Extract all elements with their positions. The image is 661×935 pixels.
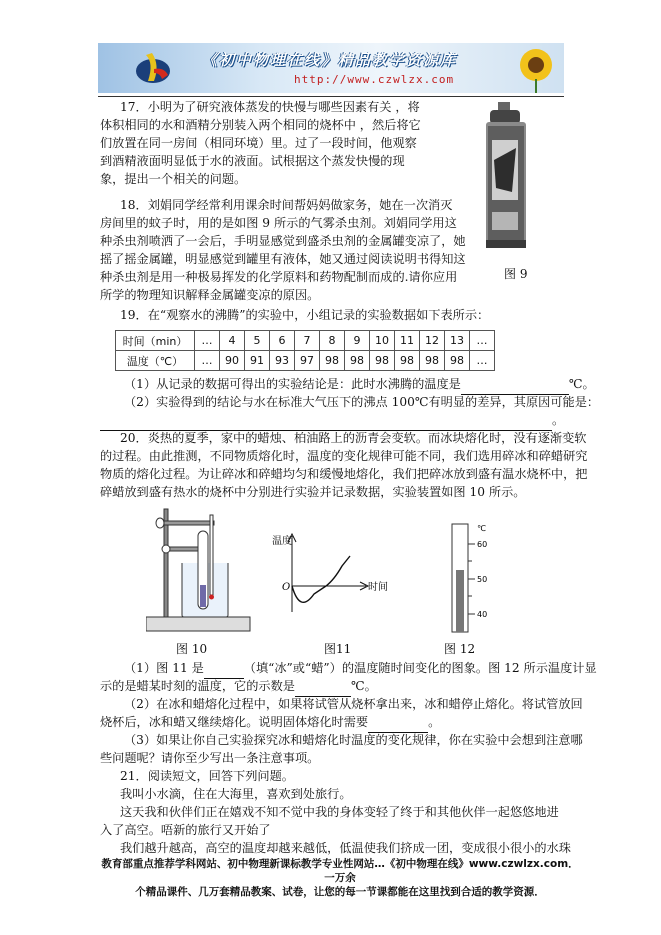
- thermometer-figure: [448, 522, 498, 634]
- q20-sub3-line-1: （3）如果让你自己实验探究冰和蜡熔化时温度的变化规律，你在实验中会想到注意哪: [124, 733, 583, 747]
- page-footer: [100, 857, 580, 899]
- temperature-time-graph: [268, 530, 388, 620]
- q20-line-1: 20．炎热的夏季，家中的蜡烛、柏油路上的沥青会变软。而冰块熔化时，没有逐渐变软: [120, 431, 587, 445]
- graph-y-label: 温度: [272, 536, 292, 547]
- table-cell: 93: [270, 351, 295, 371]
- banner-title: 《初中物理在线》精品教学资源库: [202, 51, 458, 69]
- q18-line-3: 种杀虫剂喷洒了一会后，手明显感觉到盛杀虫剂的金属罐变凉了，她: [100, 234, 466, 248]
- q21-line-2: 我叫小水滴，住在大海里，喜欢到处旅行。: [120, 787, 352, 801]
- table-cell: 98: [420, 351, 445, 371]
- banner-url[interactable]: http://www.czwlzx.com: [294, 73, 455, 86]
- table-cell: 4: [220, 331, 245, 351]
- q20-sub1-text-b: （填“冰”或“蜡”）的温度随时间变化的图象。图 12 所示温度计显: [243, 661, 597, 675]
- header-banner: [98, 43, 564, 93]
- q20-line-4: 碎蜡放到盛有热水的烧杯中分别进行实验并记录数据，实验装置如图 10 所示。: [100, 485, 526, 499]
- q21-line-1: 21．阅读短文，回答下列问题。: [120, 769, 294, 783]
- table-cell: …: [195, 331, 220, 351]
- q19-sub2-end: 。: [552, 413, 565, 427]
- q20-answer-blank-2[interactable]: [295, 678, 351, 697]
- q20-sub1-text-a: （1）图 11 是: [124, 661, 204, 675]
- footer-line-1: 教育部重点推荐学科网站、初中物理新课标教学专业性网站…《初中物理在线》www.czwlzx.com．一万余: [101, 858, 579, 884]
- q17-line-3: 们放置在同一房间（相同环境）里。过了一段时间，他观察: [100, 136, 417, 150]
- table-cell: 8: [320, 331, 345, 351]
- q17-line-1: 17．小明为了研究液体蒸发的快慢与哪些因素有关 ，将: [120, 100, 420, 114]
- q20-answer-blank-3[interactable]: [368, 714, 428, 733]
- table-cell: 98: [370, 351, 395, 371]
- sunflower-icon: [502, 43, 558, 93]
- q20-sub1-text-c: 示的是蜡某时刻的温度，它的示数是: [100, 679, 295, 693]
- q19-sub1-unit: ℃。: [568, 377, 595, 391]
- fig12-caption: 图 12: [444, 642, 476, 656]
- table-cell: 11: [395, 331, 420, 351]
- q20-sub2-line-1: （2）在冰和蜡熔化过程中，如果将试管从烧杯拿出来，冰和蜡停止熔化。将试管放回: [124, 697, 583, 711]
- fig10-caption: 图 10: [176, 642, 208, 656]
- table-header-time: 时间（min）: [116, 331, 195, 351]
- thermometer-tick: 60: [477, 540, 488, 549]
- q17-line-4: 到酒精液面明显低于水的液面。试根据这个蒸发快慢的现: [100, 154, 405, 168]
- header-rule: [98, 96, 564, 97]
- table-cell: 7: [295, 331, 320, 351]
- table-header-temp: 温度（℃）: [116, 351, 195, 371]
- table-cell: 5: [245, 331, 270, 351]
- q19-sub1: [124, 376, 595, 395]
- table-cell: 98: [320, 351, 345, 371]
- thermometer-unit: ℃: [477, 524, 486, 533]
- table-cell: 13: [445, 331, 470, 351]
- spray-can-figure: [482, 100, 532, 252]
- q18-line-6: 所学的物理知识解释金属罐变凉的原因。: [100, 288, 320, 302]
- q20-line-2: 的过程。由此推测，不同物质熔化时，温度的变化规律可能不同，我们选用碎冰和碎蜡研究: [100, 449, 588, 463]
- q20-sub1-line-2: [100, 678, 377, 697]
- q21-line-5: 我们越升越高，高空的温度却越来越低，低温使我们挤成一团，变成很小很小的水珠: [120, 841, 571, 855]
- q21-line-4: 入了高空。唔新的旅行又开始了: [100, 823, 271, 837]
- footer-line-2: 个精品课件、几万套精品教案、试卷，让您的每一节课都能在这里找到合适的教学资源．: [135, 886, 545, 898]
- table-cell: 6: [270, 331, 295, 351]
- graph-origin-label: O: [282, 582, 291, 593]
- q18-line-1: 18．刘娟同学经常利用课余时间帮妈妈做家务，她在一次消灭: [120, 198, 453, 212]
- table-cell: …: [195, 351, 220, 371]
- table-row-time: [116, 331, 495, 351]
- table-cell: 98: [345, 351, 370, 371]
- q18-line-4: 摇了摇金属罐，明显感觉到罐里有液体，她又通过阅读说明书得知这: [100, 252, 466, 266]
- q21-line-3: 这天我和伙伴们正在嬉戏不知不觉中我的身体变轻了终于和其他伙伴一起悠悠地进: [120, 805, 559, 819]
- q19-answer-blank-2[interactable]: [100, 412, 552, 431]
- q20-sub1-text-d: ℃。: [351, 679, 377, 693]
- q19-answer-blank-1[interactable]: [461, 376, 569, 395]
- table-cell: 9: [345, 331, 370, 351]
- q19-sub2-answer: [100, 412, 564, 431]
- table-cell: 10: [370, 331, 395, 351]
- thermometer-tick: 50: [477, 575, 488, 584]
- q20-answer-blank-1[interactable]: [204, 660, 244, 679]
- graph-x-label: 时间: [368, 582, 388, 593]
- fig11-caption: 图11: [324, 642, 352, 656]
- q19-sub1-text: （1）从记录的数据可得出的实验结论是：此时水沸腾的温度是: [124, 377, 461, 391]
- q19-intro: 19．在“观察水的沸腾”的实验中，小组记录的实验数据如下表所示：: [120, 308, 490, 322]
- boiling-data-table: [115, 330, 495, 371]
- thermometer-tick: 40: [477, 610, 488, 619]
- table-cell: 98: [395, 351, 420, 371]
- table-cell: …: [470, 331, 495, 351]
- q20-sub1-line-1: [124, 660, 597, 679]
- q18-line-5: 种杀虫剂是用一种极易挥发的化学原料和药物配制而成的.请你应用: [100, 270, 458, 284]
- table-cell: 12: [420, 331, 445, 351]
- q20-line-3: 物质的熔化过程。为让碎冰和碎蜡均匀和缓慢地熔化，我们把碎冰放到盛有温水烧杯中，把: [100, 467, 588, 481]
- q20-sub3-line-2: 些问题呢？请你至少写出一条注意事项。: [100, 751, 320, 765]
- q19-sub2: （2）实验得到的结论与水在标准大气压下的沸点 100℃有明显的差异，其原因可能是：: [124, 395, 600, 409]
- table-cell: …: [470, 351, 495, 371]
- q20-sub2-line-2: [100, 714, 440, 733]
- q20-sub2-text-c: 。: [428, 715, 441, 729]
- experiment-apparatus-figure: [146, 505, 256, 635]
- site-logo-icon: [134, 49, 172, 87]
- table-cell: 90: [220, 351, 245, 371]
- q17-line-5: 象，提出一个相关的问题。: [100, 172, 247, 186]
- fig9-caption: 图 9: [504, 267, 528, 281]
- table-cell: 91: [245, 351, 270, 371]
- table-cell: 98: [445, 351, 470, 371]
- table-cell: 97: [295, 351, 320, 371]
- q17-line-2: 体积相同的水和酒精分别装入两个相同的烧杯中 ，然后将它: [100, 118, 421, 132]
- table-row-temp: [116, 351, 495, 371]
- q20-sub2-text-b: 烧杯后，冰和蜡又继续熔化。说明固体熔化时需要: [100, 715, 369, 729]
- q18-line-2: 房间里的蚊子时，用的是如图 9 所示的气雾杀虫剂。刘娟同学用这: [100, 216, 457, 230]
